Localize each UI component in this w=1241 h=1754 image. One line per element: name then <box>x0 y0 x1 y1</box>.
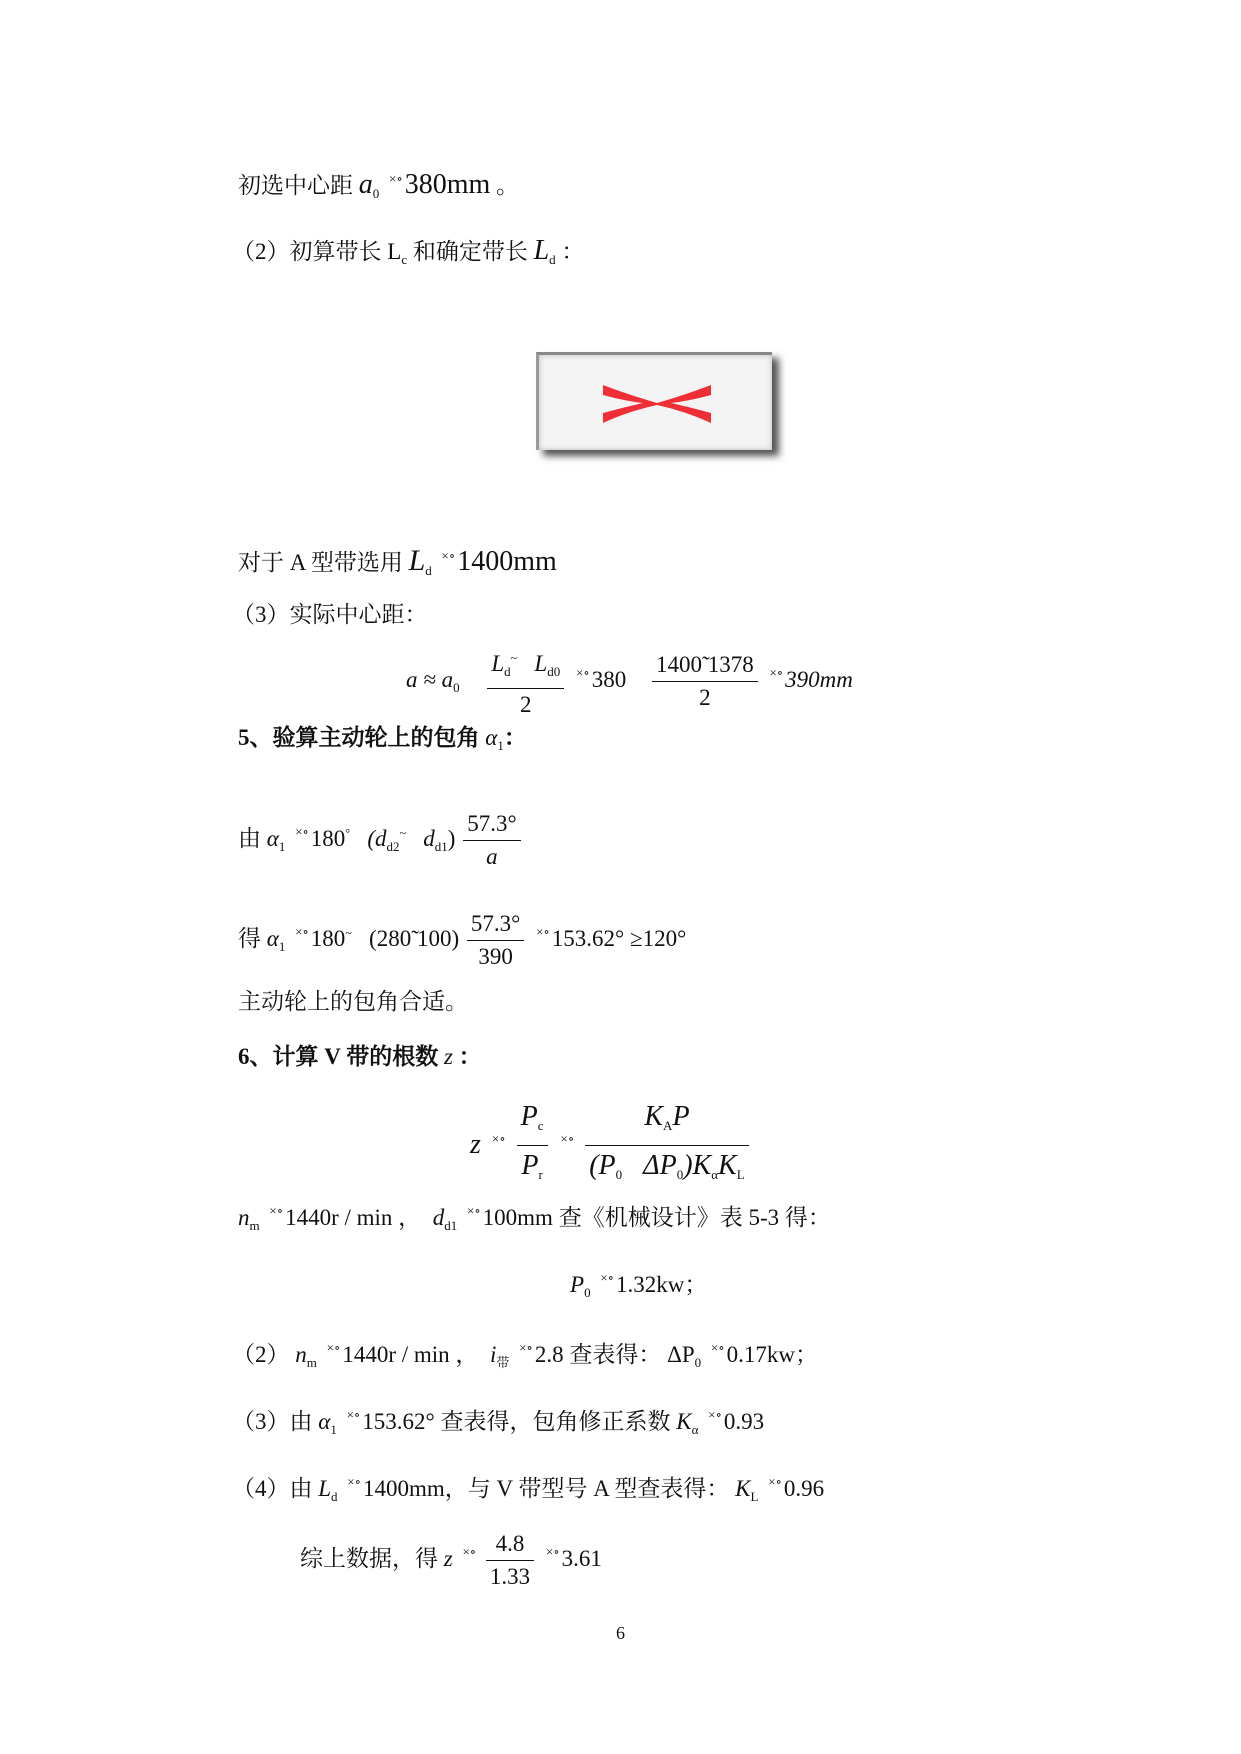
denominator: 1.33 <box>489 1564 531 1589</box>
result: 3.61 <box>561 1545 602 1571</box>
sub: 1 <box>278 838 286 854</box>
symbol-glitch: ×∘ <box>295 823 309 839</box>
close: ) <box>447 825 456 851</box>
const: 180 <box>310 925 346 951</box>
P: P <box>570 1272 585 1297</box>
sub: 0 <box>676 1167 684 1182</box>
symbol-glitch: ×∘ <box>462 1543 477 1559</box>
denominator: 390 <box>478 944 513 969</box>
line-angle-ok <box>238 987 468 1017</box>
paren: (280̃ 100) <box>369 925 460 951</box>
symbol-glitch: ×∘ <box>389 171 403 186</box>
P: P <box>520 1101 538 1132</box>
sub: d <box>504 664 511 679</box>
denominator <box>585 1146 748 1195</box>
section-6-title <box>238 1042 482 1072</box>
end: 。 <box>490 173 520 198</box>
value: 380mm <box>404 169 491 200</box>
dP: ΔP <box>643 1150 677 1181</box>
title: 5、验算主动轮上的包角 <box>238 725 486 750</box>
sub: d <box>425 563 432 578</box>
line-p0 <box>570 1263 707 1308</box>
sub: A <box>663 1118 673 1133</box>
end: ： <box>503 725 527 750</box>
fraction-2 <box>652 649 758 714</box>
var: α <box>318 1409 331 1434</box>
value-1: 1400mm <box>363 1476 445 1501</box>
sub: 带 <box>496 1355 510 1370</box>
fraction <box>486 1528 534 1593</box>
text: 对于 A 型带选用 <box>238 550 409 575</box>
K: K <box>718 1150 737 1181</box>
symbol-glitch: ×∘ <box>441 548 456 563</box>
text: 查《机械设计》表 5-3 得： <box>552 1205 831 1230</box>
page-number: 6 <box>616 1623 625 1643</box>
sub: 1 <box>497 738 504 753</box>
sub: α <box>711 1167 719 1182</box>
text: 主动轮上的包角合适。 <box>238 989 468 1014</box>
denominator: 2 <box>699 685 711 710</box>
mid: 查表得，包角修正系数 <box>434 1409 677 1434</box>
var: z <box>443 1044 453 1069</box>
end: ： <box>452 1044 482 1069</box>
P: P <box>521 1150 539 1181</box>
equation-wrap-angle-result <box>238 908 686 973</box>
denominator: 2 <box>520 692 532 717</box>
value-2: 0.96 <box>783 1476 825 1501</box>
sub2: d1 <box>434 838 448 854</box>
text: （3）实际中心距： <box>232 602 428 627</box>
numerator: 4.8 <box>486 1528 534 1561</box>
result: 390mm <box>785 666 853 692</box>
line-actual-center-heading <box>232 600 428 630</box>
broken-image-icon <box>599 377 715 427</box>
value-1: 153.62° <box>362 1409 435 1434</box>
line-nm-dd1 <box>238 1196 831 1241</box>
text-mid: 和确定带长 <box>407 239 534 264</box>
fraction <box>463 808 520 873</box>
var: α <box>266 925 279 951</box>
line-k-l <box>232 1467 824 1512</box>
equation-center-distance <box>406 642 853 721</box>
sub: d <box>331 1489 338 1504</box>
text: 初选中心距 <box>238 173 353 198</box>
symbol-glitch: ×∘ <box>575 664 590 680</box>
symbol-glitch: ×∘ <box>519 1340 533 1355</box>
K: K <box>676 1409 692 1434</box>
mid: ，与 V 带型号 A 型查表得： <box>444 1476 736 1501</box>
line-ld-selection <box>238 541 557 586</box>
symbol-glitch: ×∘ <box>536 923 550 939</box>
sub: 0 <box>615 1167 623 1182</box>
numerator: 1400̃ 1378 <box>652 649 758 682</box>
lhs: a ≈ a <box>406 666 454 692</box>
sub: L <box>750 1489 759 1504</box>
pre: 由 <box>238 825 267 851</box>
value-2: 2.8 <box>534 1342 564 1367</box>
z: z <box>470 1128 481 1160</box>
fraction <box>467 908 524 973</box>
P: (P <box>589 1150 616 1181</box>
n: n <box>238 1205 250 1230</box>
symbol-glitch: ×∘ <box>710 1340 725 1355</box>
sub: d2 <box>386 838 400 854</box>
comparison: ≥120° <box>630 925 687 951</box>
symbol-glitch: ×∘ <box>295 923 309 939</box>
pre: 得 <box>238 925 267 951</box>
d: d <box>432 1205 445 1230</box>
pre: （3）由 <box>232 1409 319 1434</box>
symbol-glitch: ×∘ <box>600 1270 615 1285</box>
var-L: L <box>408 544 426 577</box>
broken-image-placeholder <box>536 352 772 450</box>
fraction-1 <box>517 1098 548 1195</box>
pre: （4）由 <box>232 1476 319 1501</box>
sub: α <box>691 1422 699 1437</box>
line-belt-length-heading <box>232 236 584 275</box>
symbol-glitch: ×∘ <box>491 1130 506 1146</box>
var-a: a <box>358 169 373 200</box>
mid: 查表得： ΔP <box>563 1342 695 1367</box>
symbol-glitch: ×∘ <box>269 1203 284 1218</box>
line-k-alpha <box>232 1400 764 1445</box>
sub: m <box>306 1355 317 1370</box>
K: )K <box>683 1150 712 1181</box>
numerator <box>517 1098 548 1146</box>
var: α <box>485 725 498 750</box>
end: ； <box>795 1342 818 1367</box>
symbol-glitch: ×∘ <box>466 1203 481 1218</box>
value-3: 0.17kw <box>726 1342 795 1367</box>
d: d <box>423 825 435 851</box>
paren: (d <box>367 825 387 851</box>
sub: 0 <box>694 1355 702 1370</box>
equation-wrap-angle-formula <box>238 808 523 873</box>
sub-d: d <box>549 252 556 267</box>
const: 180 <box>310 825 346 851</box>
numerator: 57.3° <box>467 908 524 941</box>
var-L: L <box>533 235 550 266</box>
tilde: ~ <box>345 925 352 940</box>
sub: 1 <box>278 938 286 954</box>
symbol-glitch: ×∘ <box>346 1407 361 1422</box>
tilde: ~ <box>399 825 407 840</box>
title: 6、计算 V 带的根数 <box>238 1044 444 1069</box>
symbol-glitch: ×∘ <box>560 1130 575 1146</box>
end: ： <box>555 239 585 264</box>
result: 153.62° <box>551 925 625 951</box>
value-2: 0.93 <box>723 1409 765 1434</box>
symbol-glitch: ×∘ <box>768 1474 782 1489</box>
value: 1.32kw <box>616 1272 685 1297</box>
sub: c <box>537 1118 544 1133</box>
section-5-title <box>238 723 527 761</box>
L: L <box>491 651 505 676</box>
equation-belt-count <box>470 1098 751 1195</box>
L2: L <box>534 651 548 676</box>
denominator: a <box>486 844 498 869</box>
value-1: 1440r / min ， <box>285 1205 422 1230</box>
pre: （2） <box>232 1342 296 1367</box>
numerator: 57.3° <box>463 808 520 841</box>
sub: 0 <box>453 679 460 695</box>
line-summary <box>300 1528 602 1593</box>
tilde: ~ <box>510 651 518 665</box>
K: K <box>644 1101 664 1132</box>
var: α <box>266 825 279 851</box>
symbol-glitch: ×∘ <box>545 1543 560 1559</box>
text: （2）初算带长 L <box>232 239 402 264</box>
sub: L <box>736 1167 745 1182</box>
sub: 1 <box>330 1422 337 1437</box>
fraction-1 <box>487 642 564 721</box>
numerator <box>585 1098 748 1146</box>
line-delta-p0 <box>232 1333 818 1378</box>
sub: 0 <box>584 1285 591 1300</box>
value-1: 1440r / min ， <box>342 1342 479 1367</box>
sub-c: c <box>401 252 408 267</box>
symbol-glitch: ×∘ <box>347 1474 362 1489</box>
value-2: 100mm <box>482 1205 553 1230</box>
pre: 综上数据，得 <box>300 1545 444 1571</box>
deg: ° <box>345 825 351 840</box>
fraction-2 <box>585 1098 748 1195</box>
end: ； <box>684 1272 708 1297</box>
denominator <box>517 1146 548 1195</box>
sub: r <box>538 1167 543 1182</box>
value: 1400mm <box>457 546 557 577</box>
symbol-glitch: ×∘ <box>708 1407 722 1422</box>
line-initial-center-distance <box>238 164 519 209</box>
i: i <box>489 1342 497 1367</box>
mid-value: 380 <box>591 666 627 692</box>
sub: d1 <box>444 1218 458 1233</box>
z: z <box>443 1545 453 1571</box>
K: K <box>735 1476 751 1501</box>
n: n <box>295 1342 307 1367</box>
sub: m <box>249 1218 260 1233</box>
numerator <box>487 642 564 689</box>
symbol-glitch: ×∘ <box>769 664 784 680</box>
sub: 0 <box>372 186 380 201</box>
symbol-glitch: ×∘ <box>326 1340 341 1355</box>
var: L <box>318 1476 332 1501</box>
sub2: d0 <box>547 664 561 679</box>
P: P <box>672 1101 690 1132</box>
